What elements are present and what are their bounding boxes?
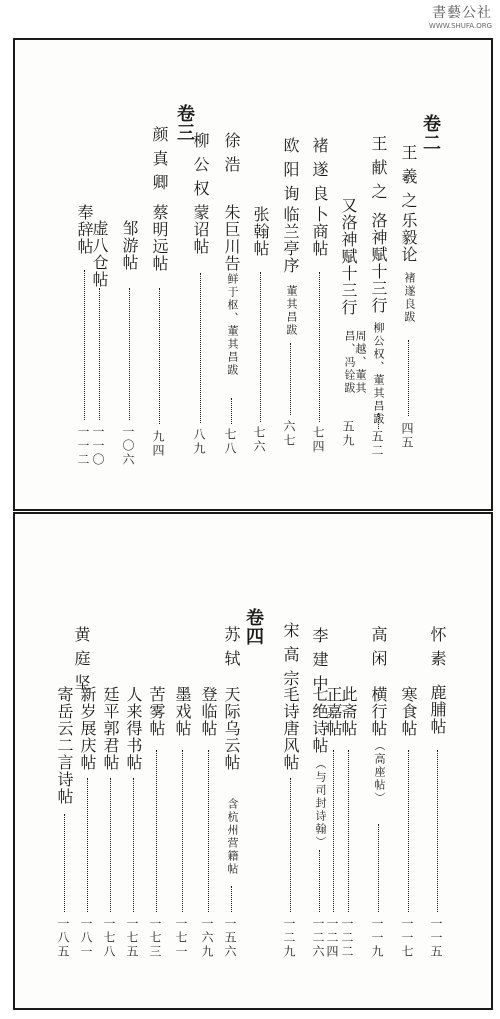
- author-name: 柳公权: [191, 132, 210, 204]
- toc-panel-top: [13, 38, 493, 511]
- entry-title: 蔡明远帖: [150, 204, 169, 272]
- dot-leader: [378, 824, 379, 912]
- entry-title: 寒食帖: [399, 686, 418, 737]
- dot-leader: [348, 750, 349, 912]
- toc-panel-bottom: [13, 512, 493, 1010]
- page-number: 一八一: [79, 917, 93, 959]
- dot-leader: [290, 343, 291, 415]
- dot-leader: [64, 814, 65, 912]
- page-number: 一一五: [429, 917, 443, 959]
- page-number: 一七八: [102, 917, 116, 959]
- entry-title: 朱巨川告: [222, 204, 241, 272]
- entry-title: 廷平郭君帖: [101, 686, 120, 771]
- author-name: 李建中: [310, 627, 329, 699]
- entry-title: 苦雾帖: [147, 686, 166, 737]
- author-name: 褚遂良: [310, 137, 329, 209]
- author-name: 王献之: [369, 135, 388, 207]
- dot-leader: [378, 413, 379, 429]
- page-number: 一五六: [223, 917, 237, 959]
- entry-title: 临兰亭序: [281, 206, 300, 274]
- page-number: 一六九: [200, 917, 214, 959]
- entry-note: 周越、董其昌、冯铨跋: [343, 330, 367, 395]
- volume-heading: 卷四: [243, 608, 264, 646]
- entry-note: 柳公权、董其昌跋: [372, 322, 385, 426]
- entry-title: 乐毅论: [399, 212, 418, 263]
- entry-note: 含杭州营籍帖: [226, 798, 239, 876]
- dot-leader: [437, 750, 438, 912]
- dot-leader: [260, 272, 261, 422]
- dot-leader: [99, 288, 100, 420]
- page-number: 九四: [151, 430, 165, 458]
- entry-title: 正嘉帖: [324, 686, 343, 737]
- entry-title: 又洛神赋十三行: [339, 197, 358, 316]
- page-number: 四五: [400, 422, 414, 450]
- page-number: 一二六: [311, 917, 325, 959]
- dot-leader: [156, 750, 157, 912]
- page-number: 六七: [282, 420, 296, 448]
- dot-leader: [182, 750, 183, 912]
- page-number: 一一〇: [91, 425, 105, 467]
- entry-title: 七绝诗帖: [310, 686, 329, 754]
- entry-title: 横行帖: [369, 686, 388, 737]
- author-name: 高闲: [369, 626, 388, 674]
- entry-title: 洛神赋十三行: [369, 212, 388, 314]
- dot-leader: [319, 272, 320, 422]
- page-number: 五九: [341, 420, 355, 448]
- entry-note: （高座帖）: [373, 740, 386, 805]
- entry-title: 虚八仓帖: [90, 220, 109, 288]
- page-number: 一七三: [148, 917, 162, 959]
- entry-note: （与司封诗翰）: [314, 758, 327, 849]
- dot-leader: [408, 340, 409, 416]
- dot-leader: [208, 750, 209, 912]
- entry-title: 张翰帖: [251, 206, 270, 257]
- page-number: 一七一: [174, 917, 188, 959]
- entry-note: 董其昌跋: [285, 285, 298, 337]
- page-number: 一二九: [282, 917, 296, 959]
- dot-leader: [200, 273, 201, 423]
- page-number: 一七五: [125, 917, 139, 959]
- entry-title: 新岁展庆帖: [78, 686, 97, 771]
- page-number: 一二四: [325, 917, 339, 959]
- dot-leader: [133, 778, 134, 912]
- author-name: 宋高宗: [281, 622, 300, 694]
- author-name: 怀素: [428, 626, 447, 674]
- author-name: 王羲之: [399, 144, 418, 216]
- page-number: 一二二: [340, 917, 354, 959]
- dot-leader: [231, 398, 232, 424]
- page-number: 八九: [192, 428, 206, 456]
- entry-title: 登临帖: [199, 686, 218, 737]
- entry-title: 此斋帖: [339, 686, 358, 737]
- dot-leader: [159, 288, 160, 424]
- entry-title: 卜商帖: [310, 206, 329, 257]
- dot-leader: [129, 288, 130, 420]
- dot-leader: [408, 750, 409, 912]
- author-name: 颜真卿: [150, 126, 169, 198]
- page-number: 一一七: [400, 917, 414, 959]
- entry-title: 毛诗唐风帖: [281, 686, 300, 771]
- dot-leader: [290, 778, 291, 912]
- author-name: 黄庭坚: [72, 626, 91, 698]
- page-number: 一〇六: [121, 425, 135, 467]
- entry-title: 蒙诏帖: [191, 204, 210, 255]
- dot-leader: [87, 778, 88, 912]
- watermark-url: WWW.SHUFA.ORG: [428, 22, 492, 30]
- entry-title: 天际乌云帖: [222, 686, 241, 771]
- page-number: 七六: [252, 426, 266, 454]
- page-number: 五二: [370, 430, 384, 458]
- dot-leader: [319, 850, 320, 912]
- volume-heading: 卷三: [174, 104, 195, 142]
- entry-note: 鲜于枢、董其昌跋: [226, 273, 239, 377]
- page-number: 七八: [223, 428, 237, 456]
- volume-heading: 卷二: [420, 114, 441, 152]
- entry-title: 人来得书帖: [124, 686, 143, 771]
- page-number: 一一九: [370, 917, 384, 959]
- entry-title: 奉辞帖: [75, 204, 94, 255]
- watermark: [420, 2, 492, 38]
- entry-title: 墨戏帖: [173, 686, 192, 737]
- dot-leader: [231, 886, 232, 912]
- entry-title: 寄岳云二言诗帖: [55, 686, 74, 805]
- author-name: 苏轼: [222, 626, 241, 674]
- page-number: 七四: [311, 426, 325, 454]
- entry-note: 褚遂良跋: [403, 272, 416, 324]
- dot-leader: [84, 270, 85, 420]
- watermark-title: 書藝公社: [432, 5, 492, 21]
- author-name: 欧阳询: [281, 137, 300, 209]
- dot-leader: [333, 750, 334, 912]
- dot-leader: [110, 778, 111, 912]
- entry-title: 鹿脯帖: [428, 684, 447, 735]
- page-number: 一一二: [76, 425, 90, 467]
- page-number: 一八五: [56, 917, 70, 959]
- author-name: 徐浩: [222, 132, 241, 180]
- entry-title: 邹游帖: [120, 220, 139, 271]
